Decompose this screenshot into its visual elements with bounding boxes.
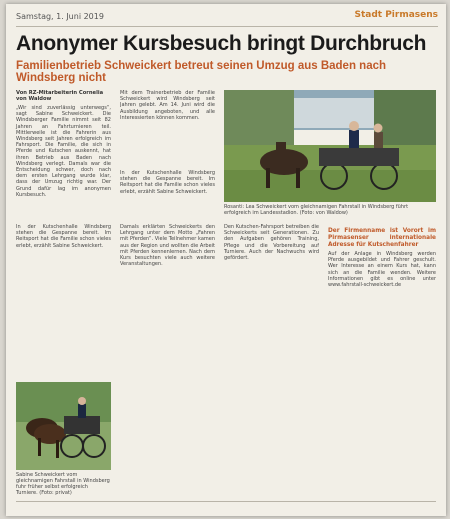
column-1-lower-text: In der Kutschenhalle Windsberg stehen die Gespanne bereit. Im Reitsport hat die Familie schon vieles erlebt, erzählt Sabine Schweickert. <box>16 224 111 249</box>
issue-date: Samstag, 1. Juni 2019 <box>16 12 104 21</box>
page-header <box>16 10 438 27</box>
small-photo-caption: Sabine Schweickert vom gleichnamigen Fahrstall in Windsberg fuhr früher selbst erfolgreich Turniere. (Foto: privat) <box>16 472 110 496</box>
column-5-text: Auf der Anlage in Windsberg werden Pferde ausgebildet und Fahrer geschult. Wer Interesse an einem Kurs hat, kann sich an die Familie wenden. Weitere Informationen gibt es online unter www.fahrstall-schweickert.de <box>328 251 436 289</box>
section-title: Stadt Pirmasens <box>354 10 438 20</box>
two-horse-carriage-photo <box>16 382 111 470</box>
column-2-text: Mit dem Trainerbetrieb der Familie Schweickert wird Windsberg seit Jahren gelebt. Am 14. Juni wird die Ausbildung angeboten, und alle Interessierten können kommen. <box>120 90 215 121</box>
column-4-text: Den Kutschen-Fahrsport betreiben die Schweickerts seit Generationen. Zu den Aufgaben gehören Training, Pflege und die Vorbereitung auf Turniere. Auch der Nachwuchs wird gefördert. <box>224 224 319 262</box>
column-3-text: Damals erklärten Schweickerts den Lehrgang unter dem Motto „Fahren mit Pferden“. Viele Teilnehmer kamen aus der Region und wollten die Arbeit mit Pferden kennenlernen. Nach dem Kurs besuchten viele auch weitere Veranstaltungen. <box>120 224 215 268</box>
article-headline: Anonymer Kursbesuch bringt Durchbruch <box>16 32 427 55</box>
column-1-lower <box>16 224 111 376</box>
main-photo-caption: Rosanti: Lea Schweickert vom gleichnamigen Fahrstall in Windsberg führt erfolgreich im Landesstadion. (Foto: von Waldow) <box>224 204 409 216</box>
newspaper-page <box>6 4 446 516</box>
column-1-text: „Wir sind zuverlässig unterwegs“, sagt Sabine Schweickert. Die Windsberger Familie nimmt seit 82 Jahren an Fahrturnieren teil. Mittlerweile ist die Fahrerin aus Windsberg seit Jahren erfolgreich im Fahrsport. Die Familie, die sich in Pferde und Kutschen auskennt, hat ihren Betrieb aus Baden nach Windsberg verlegt. Damals war die Entscheidung schwer, doch nach dem ersten Lehrgang wurde klar, dass der Umzug richtig war. Der Grund dafür lag im anonymen Kursbesuch. <box>16 105 111 198</box>
column-2b-text: In der Kutschenhalle Windsberg stehen die Gespanne bereit. Im Reitsport hat die Familie schon vieles erlebt, erzählt Sabine Schweickert. <box>120 170 215 195</box>
main-photo <box>224 90 436 202</box>
page-footer <box>16 501 436 510</box>
small-photo <box>16 382 111 470</box>
article-subhead: Familienbetrieb Schweickert betreut seinen Umzug aus Baden nach Windsberg nicht <box>16 60 387 84</box>
info-box-heading: Der Firmenname ist Vorort im Pirmasenser internationale Adresse für Kutschenfahrer <box>328 228 436 248</box>
horse-carriage-photo <box>224 90 436 202</box>
column-5 <box>328 224 436 494</box>
byline: Von RZ-Mitarbeiterin Cornelia von Waldow <box>16 90 104 102</box>
